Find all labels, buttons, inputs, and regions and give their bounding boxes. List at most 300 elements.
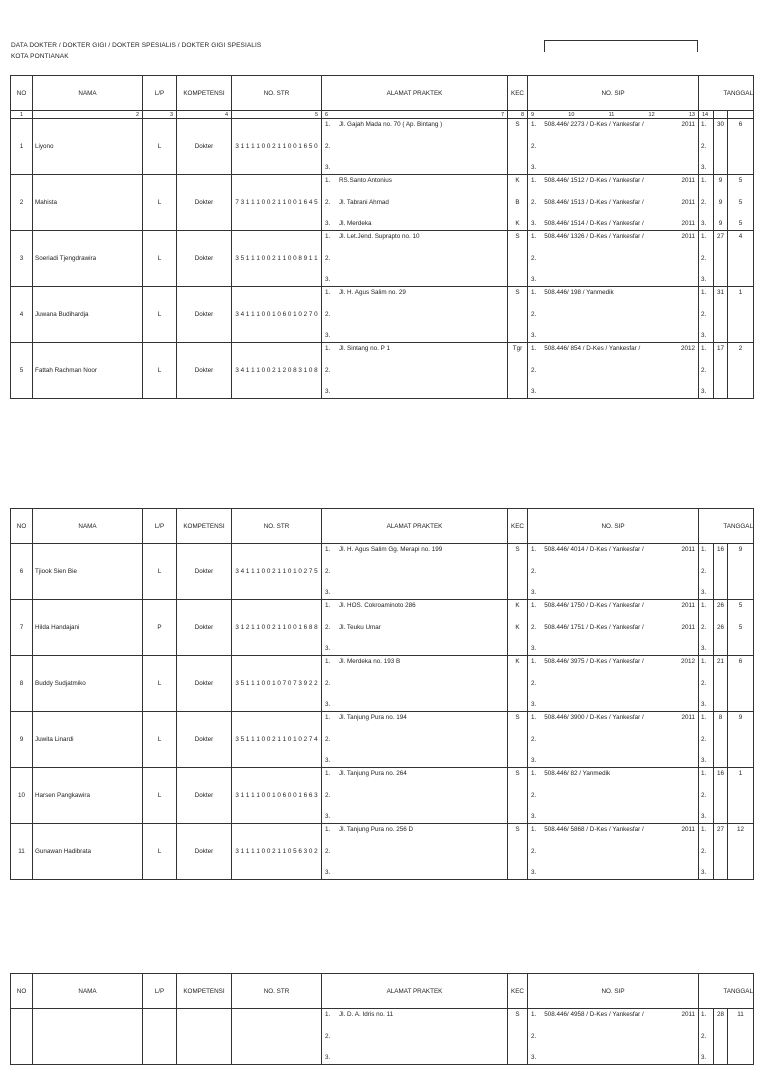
header-kec: KEC bbox=[508, 509, 528, 544]
str-number: 3 4 1 1 1 0 0 1 0 6 0 1 0 2 7 0 bbox=[232, 287, 322, 343]
date-day bbox=[714, 699, 727, 711]
header-lp: L/P bbox=[143, 509, 177, 544]
city-subtitle: KOTA PONTIANAK bbox=[11, 53, 69, 60]
sip-cell bbox=[528, 343, 699, 399]
row-number: 3 bbox=[11, 231, 33, 287]
competence: Dokter bbox=[177, 231, 232, 287]
table-header-row bbox=[11, 974, 754, 1009]
address-text: Jl. Merdeka no. 193 B bbox=[339, 658, 401, 665]
practice-address-cell bbox=[322, 824, 508, 880]
district-cell bbox=[508, 600, 528, 656]
sip-line bbox=[528, 790, 698, 802]
sip-number: 508.446/ 1750 / D-Kes / Yankesfar / bbox=[544, 602, 644, 609]
sip-number: 508.446/ 82 / Yanmedik bbox=[544, 770, 611, 777]
address-line bbox=[322, 1052, 507, 1064]
district-cell bbox=[508, 712, 528, 768]
gender: P bbox=[143, 600, 177, 656]
doctor-name: Liyono bbox=[33, 119, 143, 175]
table-row bbox=[11, 287, 754, 343]
date-month-cell bbox=[728, 343, 754, 399]
address-text: Jl. HOS. Cokroaminoto 286 bbox=[339, 602, 416, 609]
line-index: 3. bbox=[325, 589, 331, 596]
sip-number: 508.446/ 1326 / D-Kes / Yankesfar / bbox=[544, 233, 644, 240]
practice-address-cell bbox=[322, 287, 508, 343]
column-number: 9 bbox=[531, 111, 535, 118]
table-row bbox=[11, 712, 754, 768]
line-index: 3. bbox=[701, 757, 707, 764]
district-code: S bbox=[515, 233, 520, 240]
address-line bbox=[322, 712, 507, 724]
date-month bbox=[728, 811, 753, 823]
doctor-table bbox=[10, 75, 754, 399]
date-month: 5 bbox=[738, 198, 743, 206]
gender: L bbox=[143, 544, 177, 600]
practice-address-cell bbox=[322, 656, 508, 712]
header-lp: L/P bbox=[143, 974, 177, 1009]
address-line bbox=[322, 231, 507, 243]
address-line bbox=[322, 330, 507, 342]
column-number: 3 bbox=[169, 111, 173, 118]
competence: Dokter bbox=[177, 343, 232, 399]
line-index: 1. bbox=[325, 602, 331, 609]
date-day bbox=[714, 1052, 727, 1064]
date-month: 4 bbox=[738, 233, 743, 240]
date-day bbox=[714, 643, 727, 655]
date-month: 2 bbox=[738, 345, 743, 352]
header-no: NO bbox=[11, 509, 33, 544]
date-month bbox=[728, 566, 753, 578]
date-month: 12 bbox=[736, 826, 744, 833]
address-text: Jl. D. A. Idris no. 11 bbox=[339, 1011, 394, 1018]
practice-address-cell bbox=[322, 544, 508, 600]
date-month bbox=[728, 755, 753, 767]
date-index-cell bbox=[699, 119, 714, 175]
line-index: 3. bbox=[531, 589, 537, 596]
district-cell bbox=[508, 287, 528, 343]
doctor-name: Buddy Sudjatmiko bbox=[33, 656, 143, 712]
line-index: 3. bbox=[531, 813, 537, 820]
column-number-cell bbox=[528, 111, 699, 119]
district-code: K bbox=[515, 177, 520, 184]
header-str: NO. STR bbox=[232, 76, 322, 111]
line-index: 1. bbox=[701, 1011, 707, 1018]
column-number: 4 bbox=[224, 111, 228, 118]
date-index-cell bbox=[699, 712, 714, 768]
date-day-cell bbox=[714, 768, 728, 824]
sip-line bbox=[528, 274, 698, 286]
line-index: 2. bbox=[701, 623, 707, 631]
date-day bbox=[714, 678, 727, 690]
date-month: 9 bbox=[738, 714, 743, 721]
date-index-cell bbox=[699, 343, 714, 399]
str-number: 3 5 1 1 1 0 0 1 0 7 0 7 3 9 2 2 bbox=[232, 656, 322, 712]
sip-year: 2011 bbox=[681, 121, 695, 128]
date-day bbox=[714, 867, 727, 879]
date-month bbox=[728, 643, 753, 655]
line-index: 1. bbox=[531, 177, 537, 184]
table-row bbox=[11, 175, 754, 231]
date-day bbox=[714, 846, 727, 858]
line-index: 3. bbox=[531, 332, 537, 339]
practice-address-cell bbox=[322, 175, 508, 231]
row-number: 1 bbox=[11, 119, 33, 175]
sip-line bbox=[528, 1052, 698, 1064]
practice-address-cell bbox=[322, 343, 508, 399]
column-number-cell bbox=[11, 111, 33, 119]
gender: L bbox=[143, 656, 177, 712]
address-line bbox=[322, 734, 507, 746]
line-index: 2. bbox=[325, 198, 331, 206]
sip-cell bbox=[528, 656, 699, 712]
sip-line bbox=[528, 600, 698, 612]
sip-number: 508.446/ 2273 / D-Kes / Yankesfar / bbox=[544, 121, 644, 128]
line-index: 3. bbox=[531, 645, 537, 652]
line-index: 2. bbox=[531, 198, 537, 206]
header-str: NO. STR bbox=[232, 509, 322, 544]
date-day-cell bbox=[714, 824, 728, 880]
sip-line bbox=[528, 544, 698, 556]
practice-address-cell bbox=[322, 119, 508, 175]
sip-line bbox=[528, 119, 698, 131]
column-number-cell bbox=[728, 111, 754, 119]
date-month: 1 bbox=[738, 770, 743, 777]
date-day bbox=[714, 566, 727, 578]
sip-year: 2012 bbox=[680, 658, 695, 665]
doctor-table bbox=[10, 508, 754, 880]
column-number: 2 bbox=[135, 111, 139, 118]
line-index: 2. bbox=[701, 847, 707, 855]
district-code: K bbox=[515, 658, 520, 665]
sip-line bbox=[528, 231, 698, 243]
date-month-cell bbox=[728, 768, 754, 824]
sip-line bbox=[528, 141, 698, 153]
competence bbox=[177, 1009, 232, 1065]
date-day: 26 bbox=[716, 623, 724, 631]
line-index: 1. bbox=[531, 658, 537, 665]
header-sip: NO. SIP bbox=[528, 974, 699, 1009]
date-index-cell bbox=[699, 600, 714, 656]
line-index: 2. bbox=[701, 679, 707, 687]
doctor-name: Juwana Budihardja bbox=[33, 287, 143, 343]
sip-line bbox=[528, 643, 698, 655]
sip-year: 2011 bbox=[681, 177, 695, 184]
line-index: 2. bbox=[531, 310, 537, 318]
line-index: 2. bbox=[531, 567, 537, 575]
line-index: 1. bbox=[325, 345, 331, 352]
sip-line bbox=[528, 811, 698, 823]
sip-year: 2011 bbox=[681, 1011, 695, 1018]
date-month-cell bbox=[728, 600, 754, 656]
sip-cell bbox=[528, 544, 699, 600]
column-number: 7 bbox=[500, 111, 504, 118]
sip-line bbox=[528, 566, 698, 578]
date-day-cell bbox=[714, 712, 728, 768]
line-index: 1. bbox=[325, 546, 331, 553]
header-lp: L/P bbox=[143, 76, 177, 111]
gender: L bbox=[143, 175, 177, 231]
date-day: 9 bbox=[718, 177, 723, 184]
sip-line bbox=[528, 175, 698, 187]
line-index: 3. bbox=[325, 388, 331, 395]
row-number: 11 bbox=[11, 824, 33, 880]
header-tanggal: TANGGAL bbox=[699, 76, 754, 111]
date-month-cell bbox=[728, 824, 754, 880]
line-index: 1. bbox=[325, 289, 331, 296]
str-number: 3 1 1 1 1 0 0 1 0 6 0 0 1 6 6 3 bbox=[232, 768, 322, 824]
address-line bbox=[322, 253, 507, 265]
district-cell bbox=[508, 175, 528, 231]
date-day: 27 bbox=[716, 826, 724, 833]
header-kompetensi: KOMPETENSI bbox=[177, 974, 232, 1009]
column-number-cell bbox=[714, 111, 728, 119]
header-alamat: ALAMAT PRAKTEK bbox=[322, 76, 508, 111]
sip-year: 2011 bbox=[681, 233, 695, 240]
date-day-cell bbox=[714, 1009, 728, 1065]
date-day: 27 bbox=[716, 233, 724, 240]
column-number-row bbox=[11, 111, 754, 119]
line-index: 1. bbox=[701, 658, 707, 665]
line-index: 3. bbox=[701, 869, 707, 876]
date-day-cell bbox=[714, 175, 728, 231]
sip-line bbox=[528, 1031, 698, 1043]
gender: L bbox=[143, 712, 177, 768]
line-index: 2. bbox=[531, 847, 537, 855]
address-line bbox=[322, 790, 507, 802]
line-index: 3. bbox=[531, 220, 537, 227]
row-number: 8 bbox=[11, 656, 33, 712]
date-month: 5 bbox=[738, 602, 743, 609]
line-index: 2. bbox=[325, 1032, 331, 1040]
gender: L bbox=[143, 231, 177, 287]
date-day: 30 bbox=[716, 121, 724, 128]
line-index: 2. bbox=[325, 567, 331, 575]
sip-cell bbox=[528, 712, 699, 768]
line-index: 1. bbox=[701, 826, 707, 833]
table-row bbox=[11, 544, 754, 600]
date-month bbox=[728, 846, 753, 858]
header-nama: NAMA bbox=[33, 76, 143, 111]
header-alamat: ALAMAT PRAKTEK bbox=[322, 974, 508, 1009]
line-index: 3. bbox=[325, 1054, 331, 1061]
line-index: 1. bbox=[531, 1011, 537, 1018]
line-index: 2. bbox=[531, 623, 537, 631]
sip-cell bbox=[528, 600, 699, 656]
line-index: 3. bbox=[701, 1054, 707, 1061]
column-number: 12 bbox=[648, 111, 655, 118]
competence: Dokter bbox=[177, 824, 232, 880]
date-index-cell bbox=[699, 824, 714, 880]
header-tanggal: TANGGAL bbox=[699, 509, 754, 544]
str-number bbox=[232, 1009, 322, 1065]
address-text: Jl. Tanjung Pura no. 256 D bbox=[339, 826, 414, 833]
column-number-cell bbox=[508, 111, 528, 119]
date-day bbox=[714, 386, 727, 398]
date-day-cell bbox=[714, 119, 728, 175]
column-number: 1 bbox=[19, 111, 24, 118]
date-day: 8 bbox=[718, 714, 723, 721]
sip-number: 508.446/ 3900 / D-Kes / Yankesfar / bbox=[544, 714, 644, 721]
date-index-cell bbox=[699, 544, 714, 600]
date-index-cell bbox=[699, 231, 714, 287]
sip-number: 508.446/ 1513 / D-Kes / Yankesfar / bbox=[544, 198, 644, 206]
line-index: 3. bbox=[531, 388, 537, 395]
address-line bbox=[322, 1009, 507, 1021]
line-index: 3. bbox=[531, 1054, 537, 1061]
address-line bbox=[322, 544, 507, 556]
header-alamat: ALAMAT PRAKTEK bbox=[322, 509, 508, 544]
date-day bbox=[714, 162, 727, 174]
line-index: 1. bbox=[701, 546, 707, 553]
district-cell bbox=[508, 656, 528, 712]
date-day bbox=[714, 755, 727, 767]
line-index: 1. bbox=[325, 826, 331, 833]
header-kompetensi: KOMPETENSI bbox=[177, 76, 232, 111]
sip-line bbox=[528, 656, 698, 668]
competence: Dokter bbox=[177, 656, 232, 712]
line-index: 1. bbox=[701, 233, 707, 240]
date-month: 6 bbox=[738, 658, 743, 665]
district-code: S bbox=[515, 770, 520, 777]
date-day bbox=[714, 309, 727, 321]
address-line bbox=[322, 600, 507, 612]
table-header-row bbox=[11, 76, 754, 111]
sip-cell bbox=[528, 1009, 699, 1065]
line-index: 3. bbox=[325, 757, 331, 764]
column-number-cell bbox=[143, 111, 177, 119]
district-code bbox=[508, 386, 527, 398]
date-day bbox=[714, 141, 727, 153]
line-index: 1. bbox=[325, 658, 331, 665]
sip-number: 508.446/ 1514 / D-Kes / Yankesfar / bbox=[544, 220, 644, 227]
gender: L bbox=[143, 824, 177, 880]
date-index-cell bbox=[699, 768, 714, 824]
date-day bbox=[714, 811, 727, 823]
sip-year: 2011 bbox=[681, 198, 695, 206]
district-code bbox=[508, 734, 527, 746]
date-month bbox=[728, 330, 753, 342]
doctor-name bbox=[33, 1009, 143, 1065]
district-code bbox=[508, 755, 527, 767]
line-index: 3. bbox=[701, 589, 707, 596]
address-line bbox=[322, 755, 507, 767]
district-code bbox=[508, 790, 527, 802]
district-cell bbox=[508, 1009, 528, 1065]
date-day bbox=[714, 587, 727, 599]
date-day-cell bbox=[714, 544, 728, 600]
date-month bbox=[728, 365, 753, 377]
line-index: 2. bbox=[325, 142, 331, 150]
sip-line bbox=[528, 386, 698, 398]
date-month: 6 bbox=[738, 121, 743, 128]
competence: Dokter bbox=[177, 768, 232, 824]
doctor-name: Juwita Linardi bbox=[33, 712, 143, 768]
sip-line bbox=[528, 824, 698, 836]
sip-year: 2011 bbox=[681, 714, 695, 721]
district-code bbox=[508, 699, 527, 711]
doctor-name: Harsen Pangkawira bbox=[33, 768, 143, 824]
line-index: 2. bbox=[701, 254, 707, 262]
column-number-cell bbox=[33, 111, 143, 119]
line-index: 1. bbox=[531, 714, 537, 721]
date-day: 26 bbox=[716, 602, 724, 609]
header-sip: NO. SIP bbox=[528, 76, 699, 111]
document-title: DATA DOKTER / DOKTER GIGI / DOKTER SPESIALIS / DOKTER GIGI SPESIALIS bbox=[11, 42, 262, 49]
address-line bbox=[322, 678, 507, 690]
sip-line bbox=[528, 622, 698, 634]
sip-line bbox=[528, 678, 698, 690]
date-month bbox=[728, 274, 753, 286]
line-index: 2. bbox=[701, 366, 707, 374]
address-text: Jl. Tabrani Ahmad bbox=[339, 198, 389, 206]
practice-address-cell bbox=[322, 712, 508, 768]
line-index: 2. bbox=[531, 254, 537, 262]
date-month bbox=[728, 309, 753, 321]
table-row bbox=[11, 231, 754, 287]
column-number: 6 bbox=[325, 111, 329, 118]
line-index: 2. bbox=[325, 366, 331, 374]
str-number: 3 4 1 1 1 0 0 2 1 2 0 8 3 1 0 8 bbox=[232, 343, 322, 399]
date-month bbox=[728, 253, 753, 265]
line-index: 2. bbox=[325, 310, 331, 318]
sip-cell bbox=[528, 119, 699, 175]
address-line bbox=[322, 656, 507, 668]
date-month bbox=[728, 867, 753, 879]
address-line bbox=[322, 309, 507, 321]
date-day-cell bbox=[714, 656, 728, 712]
address-line bbox=[322, 287, 507, 299]
header-no: NO bbox=[11, 974, 33, 1009]
address-line bbox=[322, 175, 507, 187]
date-day bbox=[714, 365, 727, 377]
line-index: 3. bbox=[325, 869, 331, 876]
gender: L bbox=[143, 343, 177, 399]
district-code bbox=[508, 330, 527, 342]
line-index: 3. bbox=[325, 813, 331, 820]
sip-number: 508.446/ 4014 / D-Kes / Yankesfar / bbox=[544, 546, 644, 553]
date-day: 21 bbox=[716, 658, 724, 665]
line-index: 1. bbox=[531, 233, 537, 240]
date-month bbox=[728, 1052, 753, 1064]
district-cell bbox=[508, 768, 528, 824]
sip-cell bbox=[528, 175, 699, 231]
address-line bbox=[322, 365, 507, 377]
address-line bbox=[322, 768, 507, 780]
date-month-cell bbox=[728, 231, 754, 287]
header-no: NO bbox=[11, 76, 33, 111]
line-index: 1. bbox=[325, 1011, 331, 1018]
competence: Dokter bbox=[177, 712, 232, 768]
line-index: 1. bbox=[701, 770, 707, 777]
line-index: 3. bbox=[701, 164, 707, 171]
sip-line bbox=[528, 1009, 698, 1021]
table-row bbox=[11, 343, 754, 399]
date-month-cell bbox=[728, 287, 754, 343]
sip-line bbox=[528, 253, 698, 265]
doctor-name: Tjiook Sien Bie bbox=[33, 544, 143, 600]
line-index: 2. bbox=[325, 791, 331, 799]
sip-year: 2011 bbox=[681, 826, 695, 833]
line-index: 3. bbox=[531, 869, 537, 876]
district-code: S bbox=[515, 826, 520, 833]
date-day bbox=[714, 734, 727, 746]
sip-line bbox=[528, 287, 698, 299]
str-number: 3 4 1 1 1 0 0 2 1 1 0 1 0 2 7 5 bbox=[232, 544, 322, 600]
date-day: 16 bbox=[716, 770, 724, 777]
row-number: 5 bbox=[11, 343, 33, 399]
sip-number: 508.446/ 1751 / D-Kes / Yankesfar / bbox=[544, 623, 644, 631]
date-month: 5 bbox=[738, 220, 743, 227]
line-index: 1. bbox=[701, 289, 707, 296]
